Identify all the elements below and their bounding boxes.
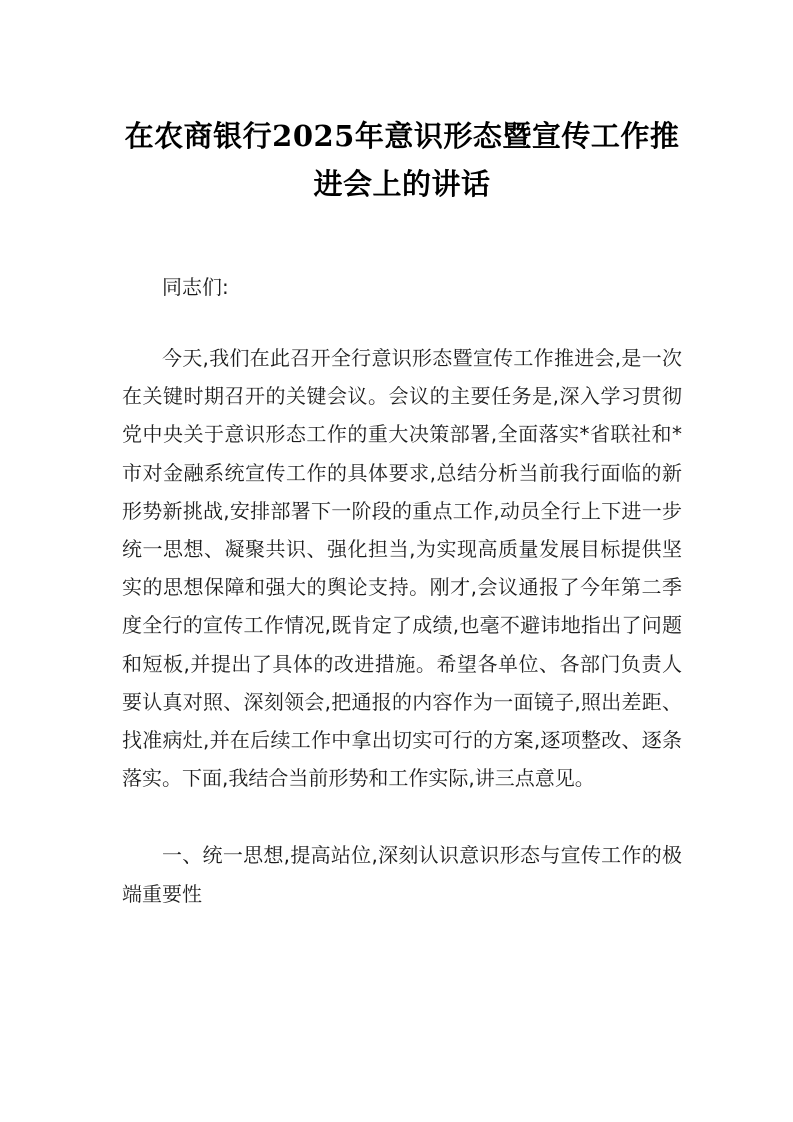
document-body <box>122 0 682 913</box>
section-heading-1: 一、统一思想,提高站位,深刻认识意识形态与宣传工作的极端重要性 <box>122 843 682 906</box>
page-title: 在农商银行2025年意识形态暨宣传工作推进会上的讲话 <box>124 119 680 201</box>
salutation: 同志们: <box>162 275 229 299</box>
body-paragraph: 今天,我们在此召开全行意识形态暨宣传工作推进会,是一次在关键时期召开的关键会议。会议的主要任务是,深入学习贯彻党中央关于意识形态工作的重大决策部署,全面落实*省联社和*市对金融系统宣传工作的具体要求,总结分析当前我行面临的新形势新挑战,安排部署下一阶段的重点工作,动员全行上下进一步统一思想、凝聚共识、强化担当,为实现高质量发展目标提供坚实的思想保障和强大的舆论支持。刚才,会议通报了今年第二季度全行的宣传工作情况,既肯定了成绩,也毫不避讳地指出了问题和短板,并提出了具体的改进措施。希望各单位、各部门负责人要认真对照、深刻领会,把通报的内容作为一面镜子,照出差距、找准病灶,并在后续工作中拿出切实可行的方案,逐项整改、逐条落实。下面,我结合当前形势和工作实际,讲三点意见。 <box>122 346 682 791</box>
